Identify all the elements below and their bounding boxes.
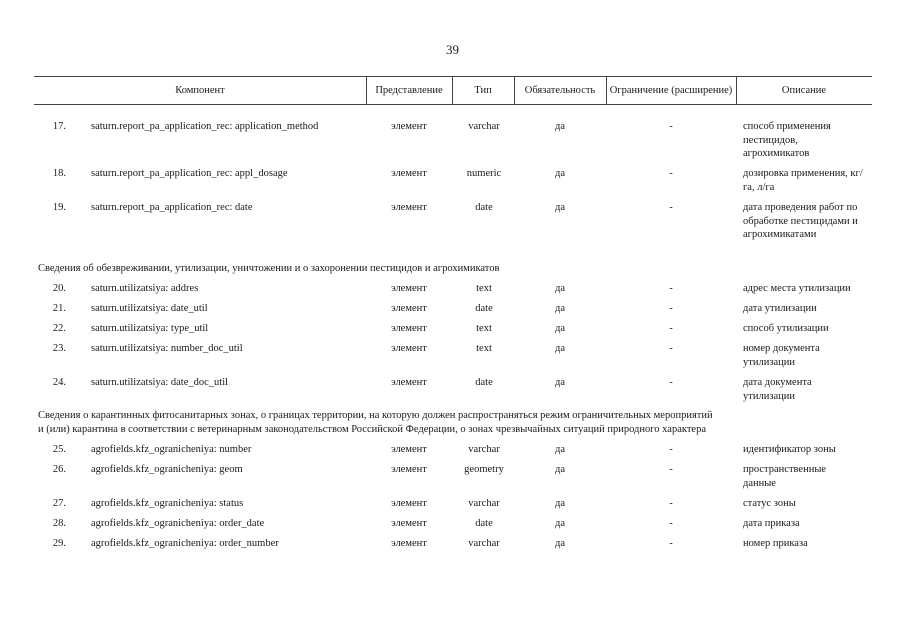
row-type: date <box>475 518 493 529</box>
row-limitation: - <box>669 121 673 132</box>
row-component: saturn.utilizatsiya: date_doc_util <box>91 377 229 388</box>
row-type: text <box>476 283 492 294</box>
header-description: Описание <box>781 85 827 96</box>
row-limitation: - <box>669 377 673 388</box>
row-description: номер приказа <box>743 538 808 549</box>
row-description: способ утилизации <box>743 323 829 334</box>
row-component: agrofields.kfz_ogranicheniya: order_date <box>91 518 265 529</box>
row-obligation: да <box>554 168 565 179</box>
row-description: пространственные данные <box>743 464 827 489</box>
row-number: 25. <box>52 444 66 455</box>
row-component: saturn.utilizatsiya: addres <box>91 283 199 294</box>
row-obligation: да <box>554 323 565 334</box>
row-type: date <box>475 202 493 213</box>
row-obligation: да <box>554 538 565 549</box>
row-representation: элемент <box>391 303 427 314</box>
table-top-rule <box>34 76 872 77</box>
row-representation: элемент <box>391 464 427 475</box>
row-type: date <box>475 303 493 314</box>
row-type: varchar <box>468 498 500 509</box>
row-representation: элемент <box>391 444 427 455</box>
row-obligation: да <box>554 498 565 509</box>
row-number: 23. <box>52 343 66 354</box>
row-description: дата приказа <box>743 518 800 529</box>
row-limitation: - <box>669 518 673 529</box>
row-component: saturn.utilizatsiya: date_util <box>91 303 208 314</box>
row-component: saturn.report_pa_application_rec: date <box>91 202 253 213</box>
row-limitation: - <box>669 283 673 294</box>
row-number: 18. <box>52 168 66 179</box>
row-obligation: да <box>554 518 565 529</box>
row-representation: элемент <box>391 202 427 213</box>
row-limitation: - <box>669 303 673 314</box>
row-representation: элемент <box>391 323 427 334</box>
header-representation: Представление <box>375 85 443 96</box>
row-obligation: да <box>554 343 565 354</box>
section-heading-line-1: Сведения о карантинных фитосанитарных зонах, о границах территории, на которую должен распространяться режим ограничительных мероприятий <box>38 410 713 421</box>
row-obligation: да <box>554 303 565 314</box>
row-number: 20. <box>52 283 66 294</box>
row-obligation: да <box>554 202 565 213</box>
row-component: saturn.utilizatsiya: type_util <box>91 323 209 334</box>
row-type: geometry <box>464 464 504 475</box>
page-number: 39 <box>446 42 459 57</box>
header-limitation: Ограничение (расширение) <box>609 85 733 96</box>
row-type: varchar <box>468 121 500 132</box>
row-limitation: - <box>669 464 673 475</box>
row-description: адрес места утилизации <box>743 283 851 294</box>
row-component: saturn.report_pa_application_rec: application_method <box>91 121 319 132</box>
section-heading: Сведения об обезвреживании, утилизации, уничтожении и о захоронении пестицидов и агрохимикатов <box>38 263 500 274</box>
row-obligation: да <box>554 464 565 475</box>
row-number: 17. <box>52 121 66 132</box>
row-representation: элемент <box>391 377 427 388</box>
row-component: saturn.utilizatsiya: number_doc_util <box>91 343 243 354</box>
header-obligation: Обязательность <box>524 85 596 96</box>
section-heading-line-2: и (или) карантина в соответствии с ветеринарным законодательством Российской Федерации, о зонах чрезвычайных ситуаций природного характера <box>38 424 706 435</box>
row-type: numeric <box>466 168 502 179</box>
header-type: Тип <box>474 85 492 96</box>
row-representation: элемент <box>391 343 427 354</box>
row-description: дата документа утилизации <box>743 377 812 402</box>
row-component: agrofields.kfz_ogranicheniya: geom <box>91 464 243 475</box>
row-limitation: - <box>669 202 673 213</box>
row-number: 26. <box>52 464 66 475</box>
row-representation: элемент <box>391 538 427 549</box>
row-description: статус зоны <box>743 498 796 509</box>
row-limitation: - <box>669 444 673 455</box>
row-description: номер документа утилизации <box>743 343 820 368</box>
row-obligation: да <box>554 283 565 294</box>
row-description: дата утилизации <box>743 303 817 314</box>
row-number: 28. <box>52 518 66 529</box>
row-representation: элемент <box>391 121 427 132</box>
row-type: text <box>476 323 492 334</box>
row-description: способ применения пестицидов, агрохимикатов <box>743 121 831 159</box>
row-description: дата проведения работ по обработке пестицидами и агрохимикатами <box>743 202 858 240</box>
row-representation: элемент <box>391 283 427 294</box>
row-representation: элемент <box>391 498 427 509</box>
row-limitation: - <box>669 538 673 549</box>
row-obligation: да <box>554 377 565 388</box>
row-number: 27. <box>52 498 66 509</box>
row-number: 21. <box>52 303 66 314</box>
row-limitation: - <box>669 498 673 509</box>
row-type: varchar <box>468 444 500 455</box>
row-number: 24. <box>52 377 66 388</box>
header-component: Компонент <box>175 85 225 96</box>
row-type: date <box>475 377 493 388</box>
row-representation: элемент <box>391 168 427 179</box>
row-type: varchar <box>468 538 500 549</box>
row-obligation: да <box>554 444 565 455</box>
header-bottom-rule <box>34 104 872 105</box>
row-component: agrofields.kfz_ogranicheniya: status <box>91 498 244 509</box>
row-representation: элемент <box>391 518 427 529</box>
row-description: идентификатор зоны <box>743 444 836 455</box>
row-component: saturn.report_pa_application_rec: appl_dosage <box>91 168 288 179</box>
row-limitation: - <box>669 323 673 334</box>
row-component: agrofields.kfz_ogranicheniya: order_number <box>91 538 279 549</box>
row-number: 19. <box>52 202 66 213</box>
row-limitation: - <box>669 168 673 179</box>
row-obligation: да <box>554 121 565 132</box>
row-number: 22. <box>52 323 66 334</box>
row-limitation: - <box>669 343 673 354</box>
row-number: 29. <box>52 538 66 549</box>
row-description: дозировка применения, кг/га, л/га <box>743 168 863 193</box>
row-component: agrofields.kfz_ogranicheniya: number <box>91 444 252 455</box>
row-type: text <box>476 343 492 354</box>
